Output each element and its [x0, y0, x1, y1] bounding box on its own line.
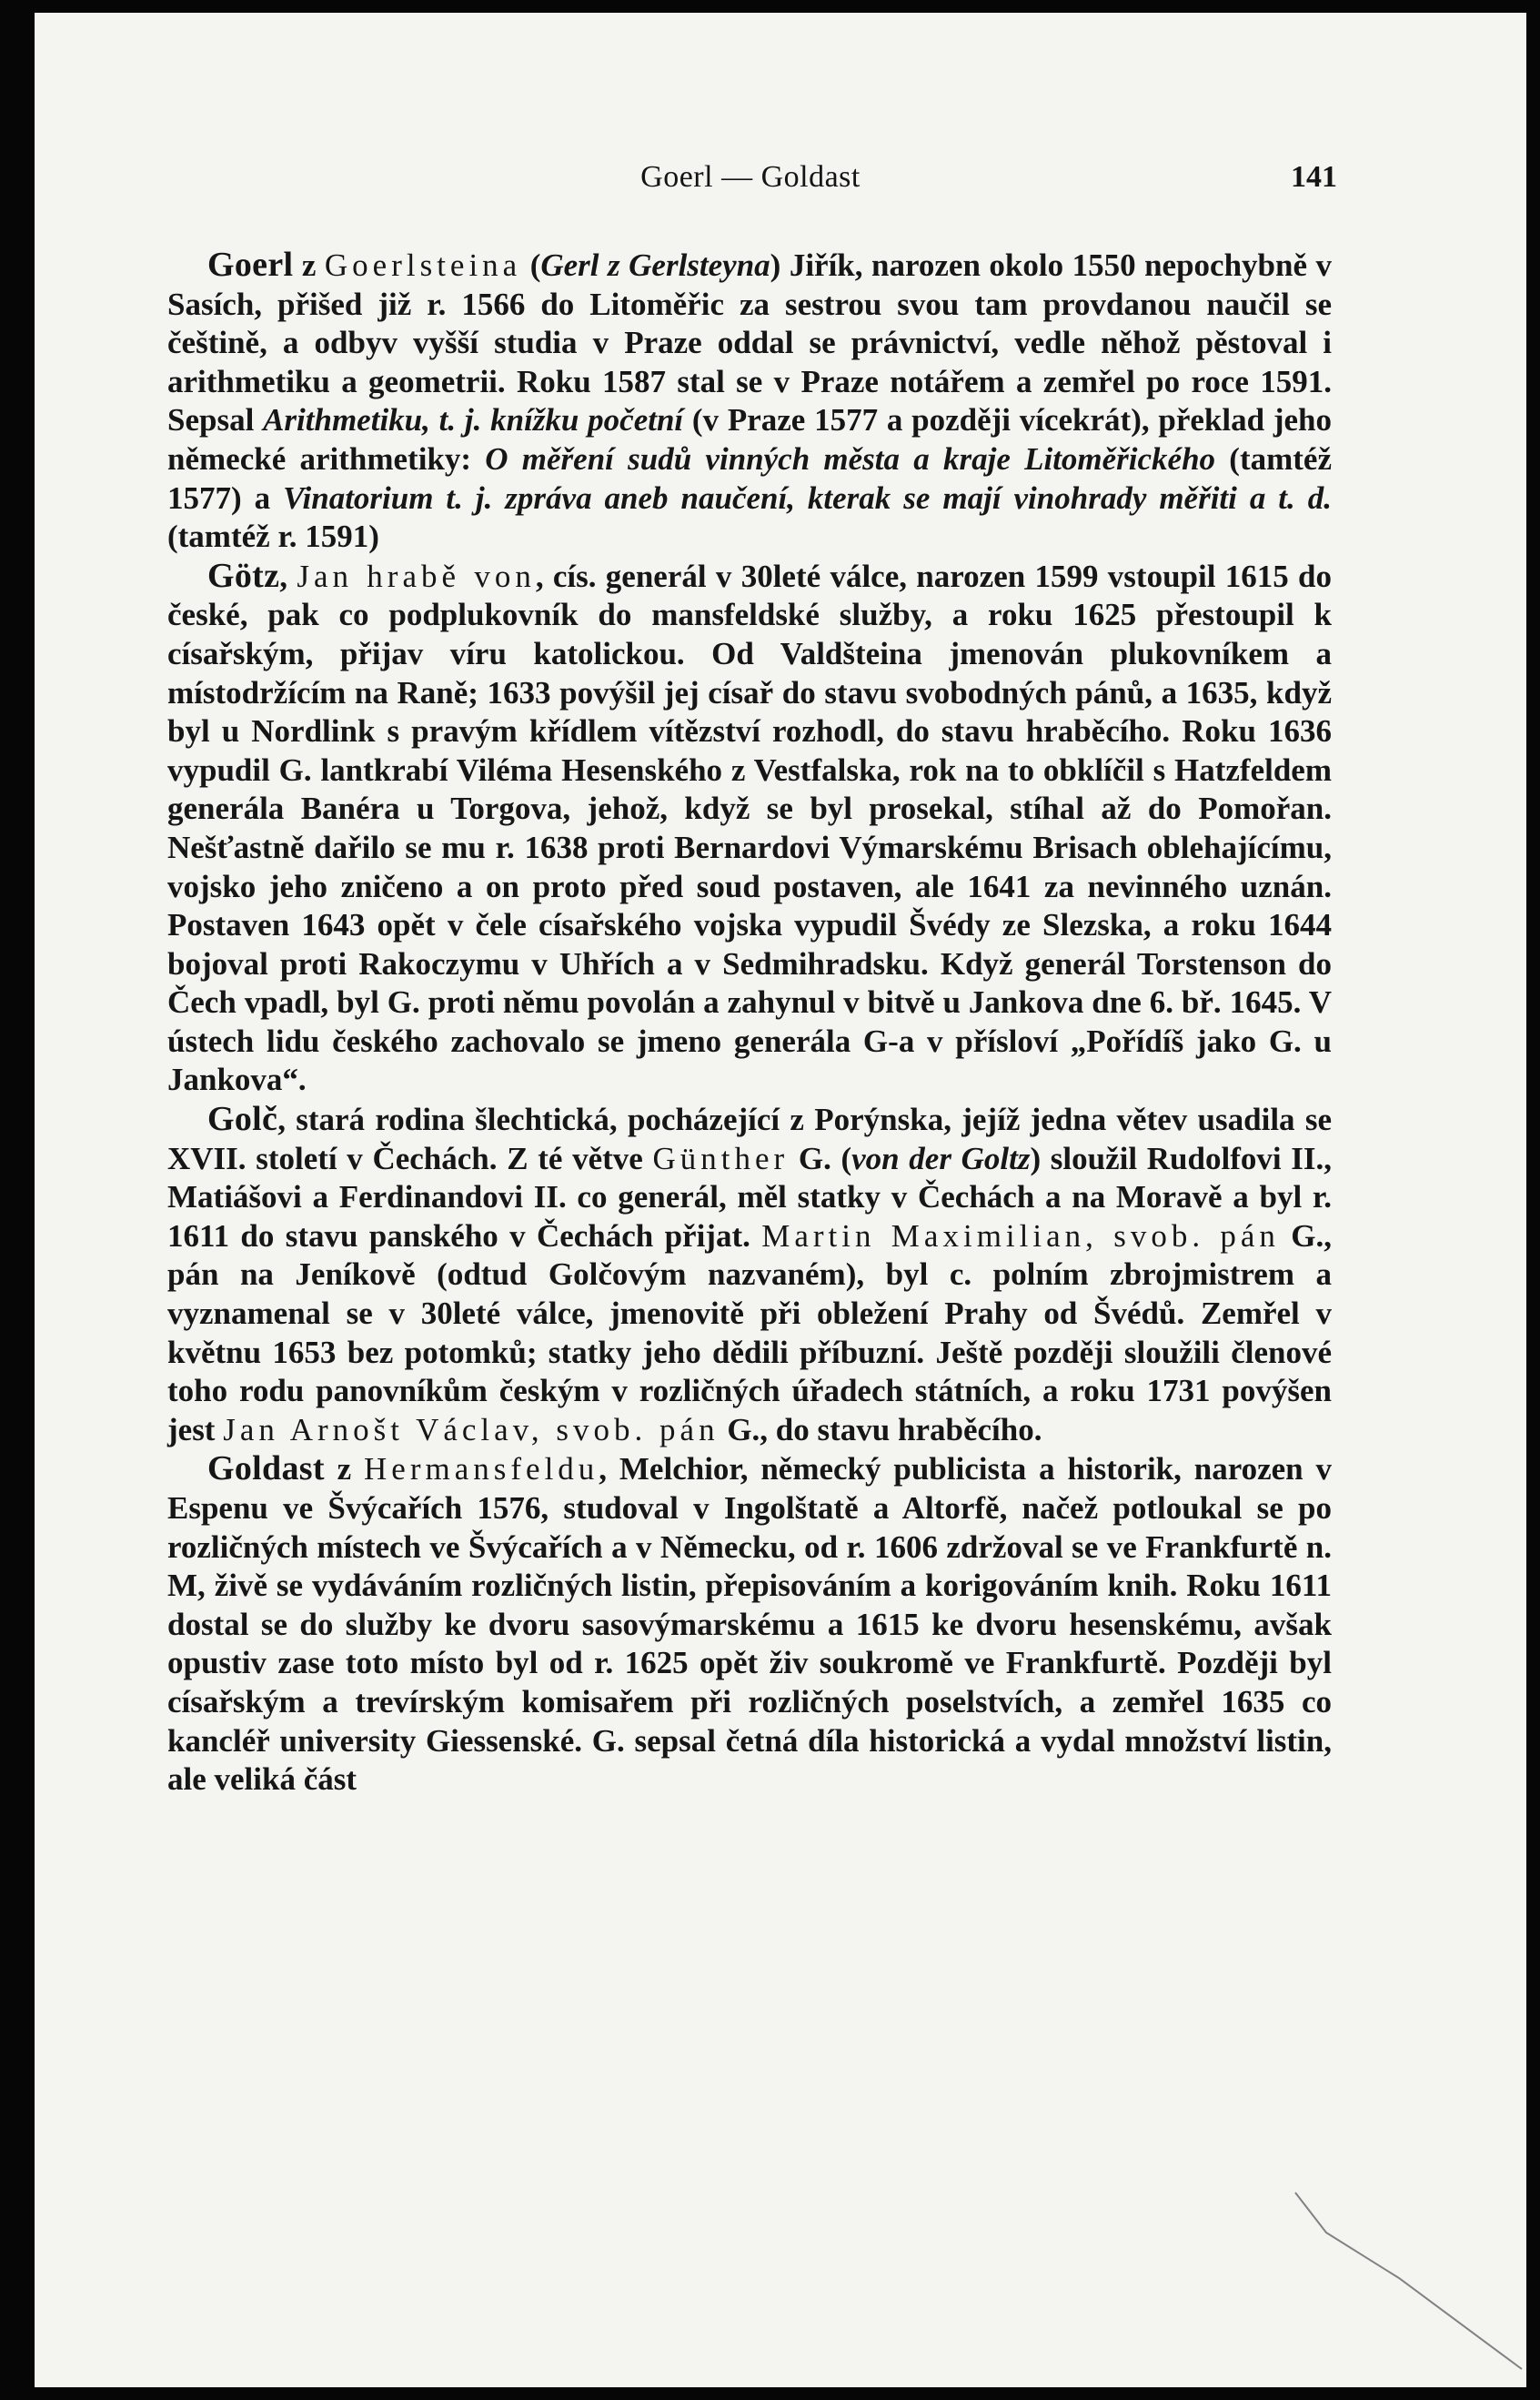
- entry-golč: [167, 1100, 1332, 1449]
- scan-crease-mark: [1290, 2160, 1526, 2387]
- entry-headword: Golč: [207, 1100, 278, 1139]
- spaced-name: Jan hrabě von: [297, 558, 536, 594]
- entry-text: (tamtéž 1577) a: [167, 440, 1332, 516]
- entry-headword: Goldast: [207, 1449, 325, 1488]
- running-title: Goerl — Goldast: [640, 160, 861, 194]
- page-number: 141: [1291, 160, 1337, 194]
- italic-title: Gerl z Gerlsteyna: [540, 247, 770, 283]
- page-header: [164, 160, 1337, 215]
- entry-text: (: [521, 247, 541, 283]
- entry-text: (v Praze 1577 a později vícekrát), překlad jeho německé arithmetiky:: [167, 402, 1332, 477]
- italic-title: O měření sudů vinných města a kraje Litoměřického: [485, 440, 1216, 477]
- entry-text: G., pán na Jeníkově (odtud Golčovým nazvaném), byl c. polním zbrojmistrem a vyznamenal se v 30leté válce, jmenovitě při obležení Prahy od Švédů. Zemřel v květnu 1653 bez potomků; statky jeho dědili příbuzní. Ještě později sloužili členové toho rodu panovníkům českým v rozličných úřadech státních, a roku 1731 povýšen jest: [167, 1217, 1332, 1447]
- entry-text: , cís. generál v 30leté válce, narozen 1599 vstoupil 1615 do české, pak co podplukovník do mansfeldské služby, a roku 1625 přestoupil k císařským, přijav víru katolickou. Od Valdšteina jmenován plukovníkem a místodržícím na Raně; 1633 povýšil jej císař do stavu svobodných pánů, a 1635, když byl u Nordlink s pravým křídlem vítězství rozhodl, do stavu hraběcího. Roku 1636 vypudil G. lantkrabí Viléma Hesenského z Vestfalska, rok na to obklíčil s Hatzfeldem generála Banéra u Torgova, jehož, když se byl prosekal, stíhal až do Pomořan. Nešťastně dařilo se mu r. 1638 proti Bernardovi Výmarskému Brisach oblehajícímu, vojsko jeho zničeno a on proto před soud postaven, ale 1641 za nevinného uznán. Postaven 1643 opět v čele císařského vojska vypudil Švédy ze Slezska, a roku 1644 bojoval proti Rakoczymu v Uhřích a v Sedmihradsku. Když generál Torstenson do Čech vpadl, byl G. proti němu povolán a zahynul v bitvě u Jankova dne 6. bř. 1645. V ústech lidu českého zachovalo se jmeno generála G-a v přísloví „Pořídíš jako G. u Jankova“.: [167, 558, 1333, 1098]
- entry-text: z: [293, 247, 325, 283]
- entry-goerl: [167, 246, 1332, 557]
- entry-text: ,: [279, 558, 297, 594]
- entry-text: ) sloužil Rudolfovi II., Matiášovi a Ferdinandovi II. co generál, měl statky v Čechách a na Moravě a byl r. 1611 do stavu panského v Čechách přijat.: [167, 1140, 1332, 1254]
- spaced-name: Jan Arnošt Václav, svob. pán: [223, 1411, 720, 1447]
- spaced-name: Goerlsteina: [324, 247, 522, 283]
- dictionary-entries: [167, 246, 1332, 1800]
- spaced-name: Hermansfeldu: [364, 1451, 599, 1487]
- entry-text: (tamtéž r. 1591): [167, 519, 379, 555]
- entry-headword: Götz: [207, 556, 280, 595]
- spaced-name: Martin Maximilian, svob. pán: [761, 1217, 1280, 1254]
- entry-text: ) Jiřík, narozen okolo 1550 nepochybně v Sasích, přišed již r. 1566 do Litoměřic za sestrou svou tam provdanou naučil se češtině, a odbyv vyšší studia v Praze oddal se právnictví, vedle něhož pěstoval i arithmetiku a geometrii. Roku 1587 stal se v Praze notářem a zemřel po roce 1591. Sepsal: [167, 247, 1332, 439]
- italic-title: Arithmetiku, t. j. knížku početní: [263, 402, 684, 439]
- entry-goldast: [167, 1449, 1332, 1799]
- italic-title: von der Goltz: [851, 1140, 1031, 1176]
- entry-text: , Melchior, německý publicista a historik, narozen v Espenu ve Švýcařích 1576, studoval v Ingolštatě a Altorfě, načež potloukal se po rozličných místech ve Švýcařích a v Německu, od r. 1606 zdržoval se ve Frankfurtě n. M, živě se vydáváním rozličných listin, přepisováním a korigováním knih. Roku 1611 dostal se do služby ke dvoru sasovýmarskému a 1615 ke dvoru hesenskému, avšak opustiv zase toto místo byl od r. 1625 opět živ soukromě ve Frankfurtě. Později byl císařským a trevírským komisařem při rozličných poselstvích, a zemřel 1635 co kancléř university Giessenské. G. sepsal četná díla historická a vydal množství listin, ale veliká část: [167, 1451, 1332, 1798]
- entry-text: G., do stavu hraběcího.: [719, 1411, 1042, 1447]
- entry-text: G. (: [789, 1140, 852, 1176]
- entry-götz: [167, 557, 1332, 1100]
- italic-title: Vinatorium t. j. zpráva aneb naučení, kterak se mají vinohrady měřiti a t. d.: [283, 479, 1332, 516]
- spaced-name: Günther: [652, 1140, 790, 1176]
- entry-headword: Goerl: [207, 246, 294, 284]
- scanned-page: [35, 13, 1526, 2387]
- entry-text: , stará rodina šlechtická, pocházející z Porýnska, jejíž jedna větev usadila se XVII. století v Čechách. Z té větve: [167, 1102, 1332, 1176]
- entry-text: z: [324, 1451, 365, 1487]
